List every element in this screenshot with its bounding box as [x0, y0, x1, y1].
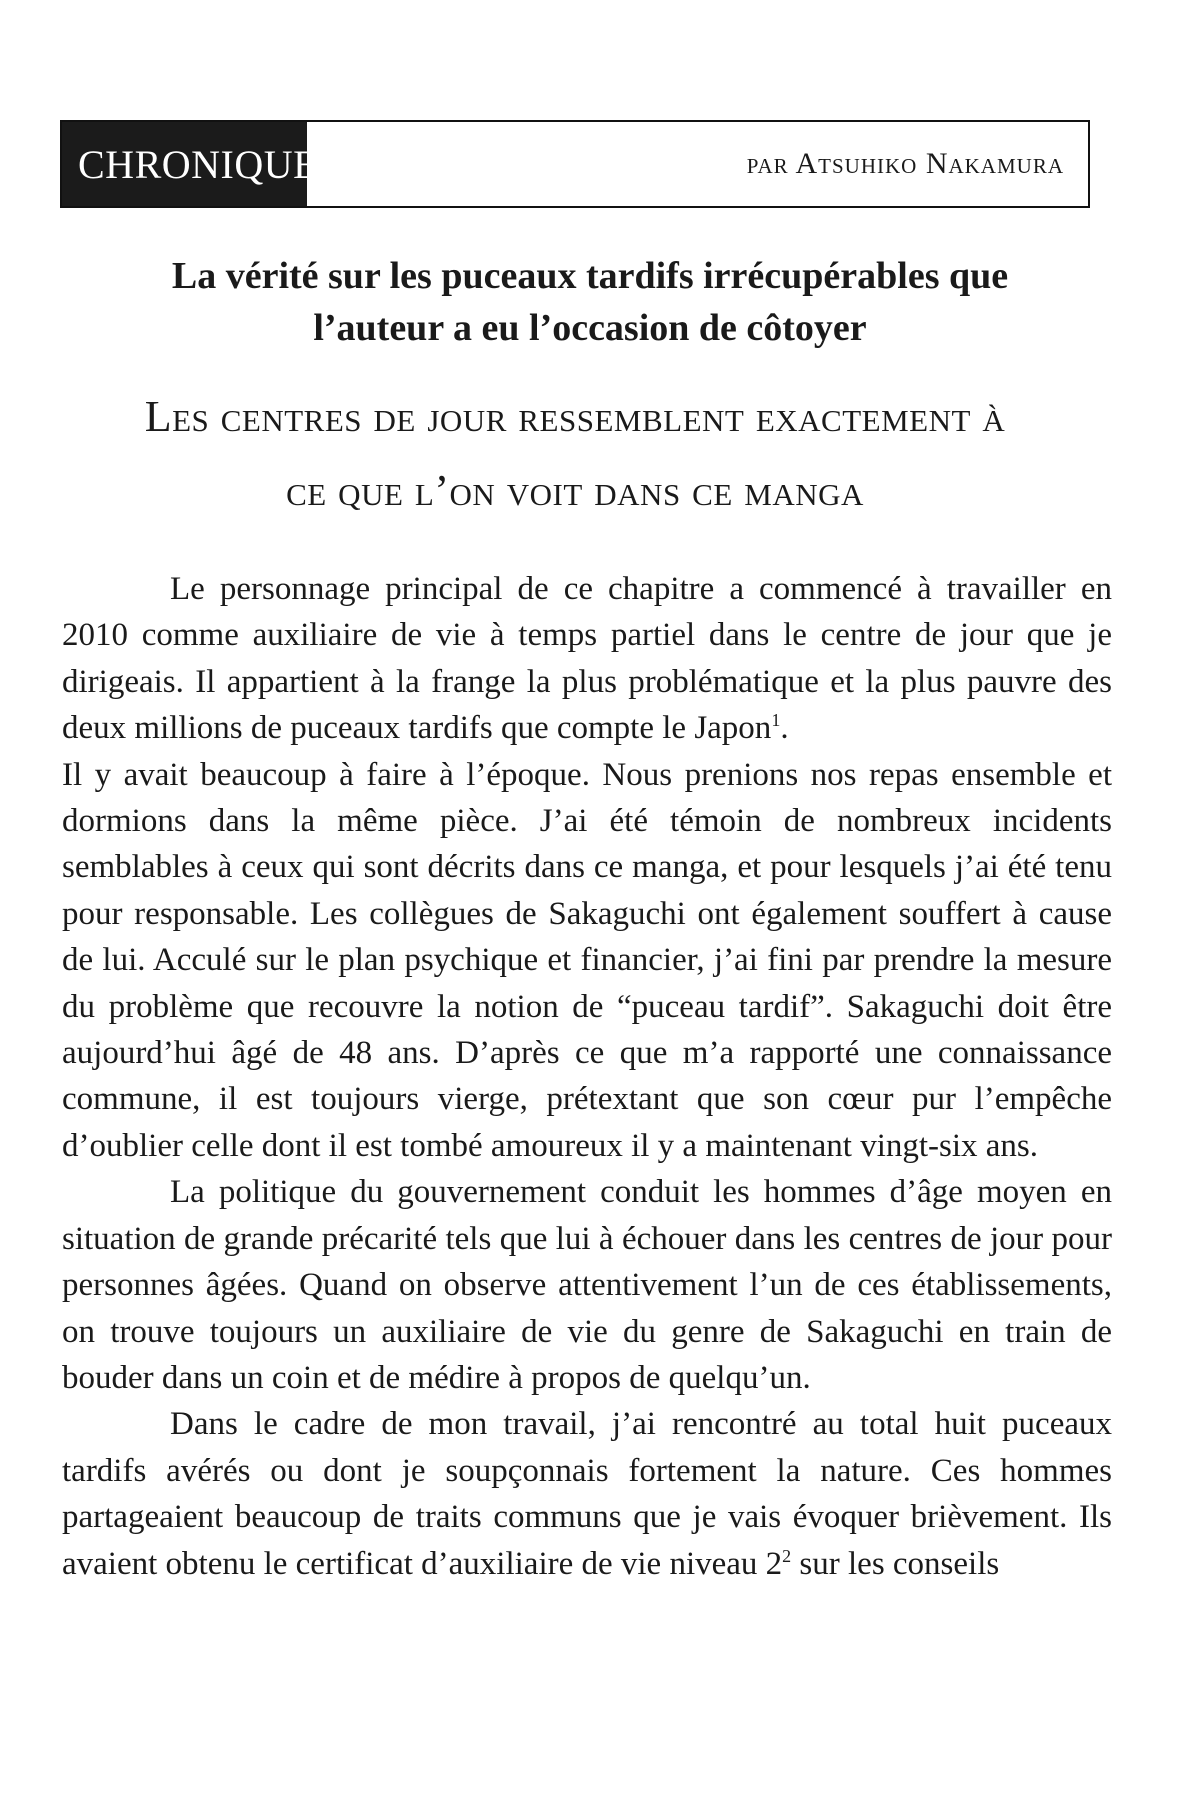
- paragraph-4: [62, 1401, 1112, 1587]
- article-body: [62, 566, 1112, 1587]
- column-header: [60, 120, 1090, 208]
- paragraph-3: La politique du gouvernement conduit les hommes d’âge moyen en situation de grande précarité tels que lui à échouer dans les centres de jour pour personnes âgées. Quand on observe attentivement l’un de ces établissements, on trouve toujours un auxiliaire de vie du genre de Sakaguchi en train de bouder dans un coin et de médire à propos de quelqu’un.: [62, 1174, 1112, 1396]
- paragraph-4-end: sur les conseils: [791, 1545, 1000, 1582]
- paragraph-4-text: Dans le cadre de mon travail, j’ai rencontré au total huit puceaux tardifs avérés ou dont je soupçonnais fortement la nature. Ces hommes partageaient beaucoup de traits communs que je vais évoquer brièvement. Ils avaient obtenu le certificat d’auxiliaire de vie niveau 2: [62, 1406, 1112, 1582]
- headline-line-1: Les centres de jour ressemblent exactement à: [144, 392, 1006, 441]
- footnote-ref-1: 1: [771, 710, 781, 731]
- kicker: [120, 250, 1060, 354]
- headline: [60, 380, 1090, 528]
- kicker-line-1: La vérité sur les puceaux tardifs irrécupérables que: [171, 255, 1009, 297]
- column-author: par Atsuhiko Nakamura: [746, 147, 1064, 180]
- kicker-line-2: l’auteur a eu l’occasion de côtoyer: [313, 307, 867, 349]
- headline-line-2: ce que l’on voit dans ce manga: [286, 466, 864, 515]
- footnote-ref-2: 2: [782, 1545, 792, 1566]
- column-tag: CHRONIQUE: [62, 122, 307, 206]
- paragraph-1-text: Le personnage principal de ce chapitre a commencé à travailler en 2010 comme auxiliaire de vie à temps partiel dans le centre de jour que je dirigeais. Il appartient à la frange la plus problématique et la plus pauvre des deux millions de puceaux tardifs que compte le Japon: [62, 571, 1112, 747]
- paragraph-2: Il y avait beaucoup à faire à l’époque. Nous prenions nos repas ensemble et dormions dans la même pièce. J’ai été témoin de nombreux incidents semblables à ceux qui sont décrits dans ce manga, et pour lesquels j’ai été tenu pour responsable. Les collègues de Sakaguchi ont également souffert à cause de lui. Acculé sur le plan psychique et financier, j’ai fini par prendre la mesure du problème que recouvre la notion de “puceau tardif”. Sakaguchi doit être aujourd’hui âgé de 48 ans. D’après ce que m’a rapporté une connaissance commune, il est toujours vierge, prétextant que son cœur pur l’empêche d’oublier celle dont il est tombé amoureux il y a maintenant vingt-six ans.: [62, 756, 1112, 1164]
- paragraph-1-end: .: [780, 710, 789, 747]
- paragraph-1: [62, 566, 1112, 752]
